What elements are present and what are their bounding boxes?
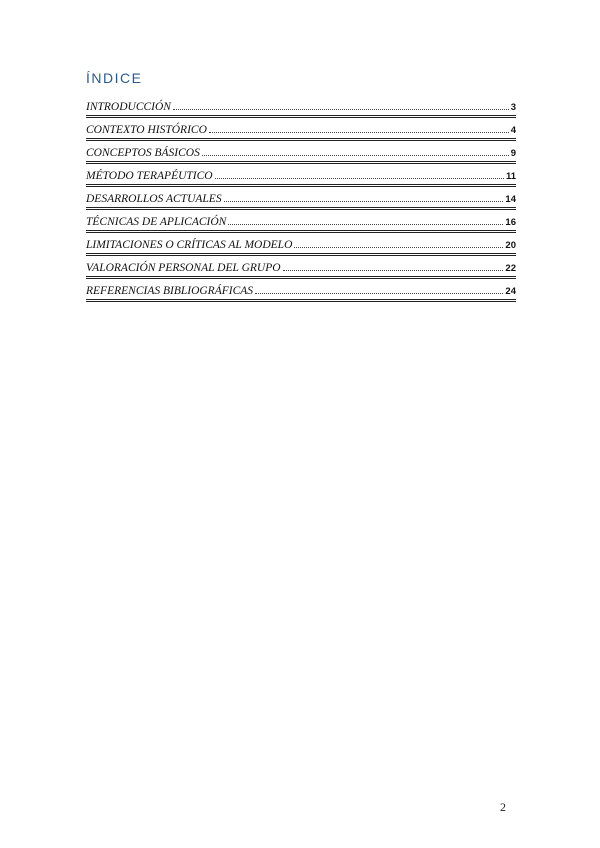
- toc-entry-limitaciones[interactable]: [86, 234, 516, 254]
- dot-leader: [173, 109, 509, 110]
- toc-entry-page: 11: [505, 171, 516, 182]
- toc-entry-tecnicas-de-aplicacion[interactable]: [86, 211, 516, 231]
- toc-entry-label: CONCEPTOS BÁSICOS: [86, 147, 200, 159]
- toc-entry-contexto-historico[interactable]: [86, 119, 516, 139]
- toc-entry-label: DESARROLLOS ACTUALES: [86, 193, 222, 205]
- toc-entry-page: 20: [505, 240, 516, 251]
- toc-entry-page: 9: [510, 148, 516, 159]
- page-number: 2: [500, 800, 506, 814]
- toc-title: ÍNDICE: [86, 70, 143, 86]
- toc-entry-label: REFERENCIAS BIBLIOGRÁFICAS: [86, 285, 254, 297]
- dot-leader: [209, 132, 509, 133]
- toc-entry-introduccion[interactable]: [86, 96, 516, 116]
- toc-entry-conceptos-basicos[interactable]: [86, 142, 516, 162]
- toc-entry-referencias[interactable]: [86, 280, 516, 300]
- toc-entry-page: 14: [505, 194, 516, 205]
- toc-entry-valoracion-personal[interactable]: [86, 257, 516, 277]
- toc-entry-metodo-terapeutico[interactable]: [86, 165, 516, 185]
- dot-leader: [228, 224, 503, 225]
- toc-entry-desarrollos-actuales[interactable]: [86, 188, 516, 208]
- toc-entry-page: 16: [505, 217, 516, 228]
- dot-leader: [224, 201, 504, 202]
- toc-list: [86, 96, 516, 303]
- toc-entry-label: INTRODUCCIÓN: [86, 101, 171, 113]
- toc-entry-page: 4: [510, 125, 516, 136]
- dot-leader: [255, 293, 503, 294]
- dot-leader: [202, 155, 509, 156]
- toc-entry-label: LIMITACIONES O CRÍTICAS AL MODELO: [86, 239, 293, 251]
- dot-leader: [283, 270, 504, 271]
- toc-entry-label: TÉCNICAS DE APLICACIÓN: [86, 216, 227, 228]
- toc-entry-page: 22: [505, 263, 516, 274]
- toc-entry-page: 24: [505, 286, 516, 297]
- toc-entry-label: MÉTODO TERAPÉUTICO: [86, 170, 213, 182]
- toc-entry-label: CONTEXTO HISTÓRICO: [86, 124, 207, 136]
- toc-entry-page: 3: [510, 102, 516, 113]
- dot-leader: [215, 178, 504, 179]
- dot-leader: [294, 247, 503, 248]
- toc-entry-label: VALORACIÓN PERSONAL DEL GRUPO: [86, 262, 281, 274]
